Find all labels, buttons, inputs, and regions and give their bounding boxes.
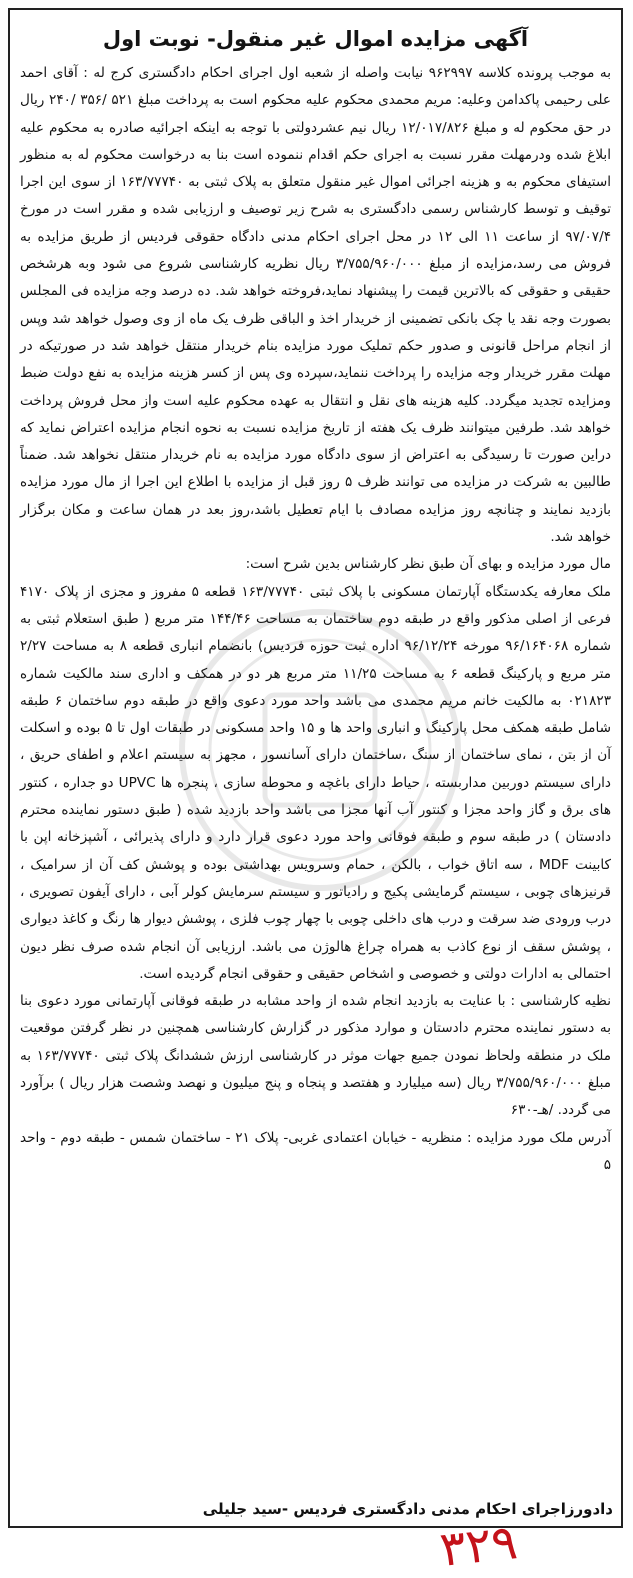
notice-paragraph-main: به موجب پرونده کلاسه ۹۶۲۹۹۷ نیابت واصله از شعبه اول اجرای احکام دادگستری کرج له : آقای احمد علی رحیمی پاکدامن وعلیه: مریم محمدی محکوم علیه محکوم است به پرداخت مبلغ ۵۲۱ /۳۵۶ /۲۴۰ ریال در حق محکوم له و مبلغ ۱۲/۰۱۷/۸۲۶ ریال نیم عشردولتی با توجه به اینکه اجرائیه صادره به محکوم علیه ابلاغ شده ودرمهلت مقرر نسبت به اجرای حکم اقدام ننموده است بنا به درخواست محکوم له به منظور استیفای محکوم به و هزینه اجرائی اموال غیر منقول متعلق به پلاک ثبتی به ۱۶۳/۷۷۷۴۰ از سوی این اجرا توقیف و توسط کارشناس رسمی دادگستری به شرح زیر توصیف و ارزیابی شده و مقرر است در مورخ ۹۷/۰۷/۴ از ساعت ۱۱ الی ۱۲ در محل اجرای احکام مدنی دادگاه حقوقی فردیس از طریق مزایده به فروش می رسد،مزایده از مبلغ ۳/۷۵۵/۹۶۰/۰۰۰ ریال نظریه کارشناسی شروع می شود وبه هرشخص حقیقی و حقوقی که بالاترین قیمت را پیشنهاد نماید،فروخته خواهد شد. ده درصد وجه مزایده فی المجلس بصورت وجه نقد یا چک بانکی تضمینی از خریدار اخذ و الباقی ظرف یک ماه از وی وصول خواهد شد وپس از انجام مراحل قانونی و صدور حکم تملیک مورد مزایده بنام خریدار منتقل خواهد شد در صورتیکه در مهلت مقرر خریدار وجه مزایده را پرداخت ننماید،سپرده وی پس از کسر هزینه مزایده به نفع دولت ضبط ومزایده تجدید میگردد. کلیه هزینه های نقل و انتقال به عهده محکوم علیه است واز محل فروش پرداخت خواهد شد. طرفین میتوانند ظرف یک هفته از تاریخ مزایده نسبت به نحوه انجام مزایده اعتراض نماید که دراین صورت تا رسیدگی به اعتراض از سوی دادگاه مورد مزایده به نام خریدار منتقل نخواهد شد. ضمناً طالبین به شرکت در مزایده می توانند ظرف ۵ روز قبل از مزایده با اطلاع این اجرا از مال مورد مزایده بازدید نمایند و چنانچه روز مزایده مصادف با ایام تعطیل باشد،روز بعد در همان ساعت و مکان برگزار خواهد شد.: [20, 65, 611, 546]
handwritten-number: ۳۲۹: [437, 1514, 521, 1578]
signature-line: دادورزاجرای احکام مدنی دادگستری فردیس -سید جلیلی: [202, 1500, 613, 1518]
notice-paragraph-property-heading: مال مورد مزایده و بهای آن طبق نظر کارشناس بدین شرح است:: [245, 556, 611, 573]
auction-notice: [8, 8, 623, 1528]
notice-paragraph-address: آدرس ملک مورد مزایده : منظریه - خیابان اعتمادی غربی- پلاک ۲۱ - ساختمان شمس - طبقه دوم - واحد ۵: [20, 1129, 611, 1173]
notice-paragraph-expert-opinion: نظیه کارشناسی : با عنایت به بازدید انجام شده از واحد مشابه در طبقه فوقانی آپارتمانی مورد دعوی بنا به دستور نماینده محترم دادستان و موارد مذکور در گزارش کارشناسی همچنین در نظر گرفتن موقعیت ملک در منطقه ولحاظ نمودن جمیع جهات موثر در کارشناسی ارزش ششدانگ پلاک ثبتی ۱۶۳/۷۷۷۴۰ به مبلغ ۳/۷۵۵/۹۶۰/۰۰۰ ریال (سه میلیارد و هفتصد و پنجاه و پنج میلیون و نهصد وشصت هزار ریال ) برآورد می گردد. /هـ-۶۳۰: [20, 993, 611, 1119]
notice-title: آگهی مزایده اموال غیر منقول- نوبت اول: [102, 27, 529, 51]
notice-paragraph-property-description: ملک معارفه یکدستگاه آپارتمان مسکونی با پلاک ثبتی ۱۶۳/۷۷۷۴۰ قطعه ۵ مفروز و مجزی از پلاک ۴۱۷۰ فرعی از اصلی مذکور واقع در طبقه دوم ساختمان به مساحت ۱۴۴/۴۶ متر مربع ( طبق استعلام ثبتی به شماره ۹۶/۱۶۴۰۶۸ مورخه ۹۶/۱۲/۲۴ اداره ثبت حوزه فردیس) بانضمام انباری قطعه ۸ به مساحت ۲/۲۷ متر مربع و پارکینگ قطعه ۶ به مساحت ۱۱/۲۵ متر مربع هر دو در همکف و اداری سند مالکیت شماره ۰۲۱۸۲۳ به مالکیت خانم مریم محمدی می باشد واحد مورد دعوی واقع در طبقه دوم ساختمان ۶ طبقه شامل طبقه همکف محل پارکینگ و انباری واحد ها و ۱۵ واحد مسکونی در طبقات اول تا ۵ بوده و اسکلت آن از بتن ، نمای ساختمان از سنگ ،ساختمان دارای آسانسور ، مجهز به سیستم اعلام و اطفای حریق ، دارای سیستم دوربین مداربسته ، حیاط دارای باغچه و محوطه سازی ، پنجره ها UPVC دو جداره ، کنتور های برق و گاز واحد مجزا و کنتور آب آنها مجزا می باشد واحد بازدید شده ( طبق دستور نماینده محترم دادستان ) در طبقه سوم و طبقه فوقانی واحد مورد دعوی قرار دارد و دارای پذیرائی ، آشپزخانه اپن با کابینت MDF ، سه اتاق خواب ، بالکن ، حمام وسرویس بهداشتی بوده و پوشش کف آن از سرامیک ، قرنیزهای چوبی ، سیستم گرمایشی پکیج و رادیاتور و سیستم سرمایش کولر آبی ، دارای آیفون تصویری ، درب ورودی ضد سرقت و درب های داخلی چوبی با چهار چوب فلزی ، پوشش دیوار ها رنگ و کاغذ دیواری ، پوشش سقف از نوع کاذب به همراه چراغ هالوژن می باشد. ارزیابی آن انجام شده صرف نظر دیون احتمالی به ادارات دولتی و خصوصی و اشخاص حقیقی و حقوقی انجام گردیده است.: [20, 583, 611, 982]
